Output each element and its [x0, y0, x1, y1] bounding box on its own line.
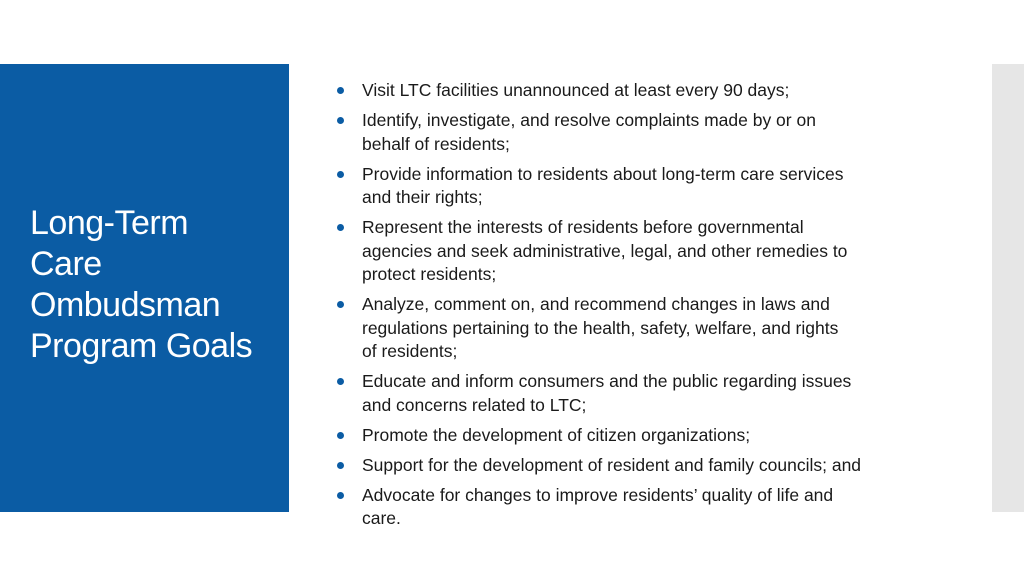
bullet-icon: [337, 492, 344, 499]
goal-text: [362, 79, 952, 103]
goals-list: [362, 79, 952, 537]
goal-text-line: regulations pertaining to the health, safety, welfare, and rights: [362, 317, 839, 338]
bullet-icon: [337, 432, 344, 439]
goal-text-line: Identify, investigate, and resolve complaints made by or on: [362, 110, 816, 130]
goal-text-line: and concerns related to LTC;: [362, 394, 587, 415]
goal-text: [362, 424, 952, 448]
goal-item-advocate-changes: [362, 484, 952, 531]
bullet-icon: [337, 224, 344, 231]
goal-item-family-councils: [362, 454, 952, 478]
title-line: Ombudsman: [30, 286, 221, 324]
goal-text-line: Support for the development of resident and family councils; and: [362, 454, 862, 475]
bullet-icon: [337, 301, 344, 308]
slide-title: [30, 203, 280, 367]
goal-item-provide-information: [362, 163, 952, 210]
bullet-icon: [337, 117, 344, 124]
goal-text-line: protect residents;: [362, 264, 497, 284]
goal-text: [362, 109, 952, 156]
goal-text: [362, 216, 952, 287]
goal-item-educate-consumers: [362, 370, 952, 417]
goal-text-line: Visit LTC facilities unannounced at least every 90 days;: [362, 80, 790, 100]
bullet-icon: [337, 378, 344, 385]
goal-item-visit-facilities: [362, 79, 952, 103]
goal-text: [362, 484, 952, 531]
goal-text: [362, 370, 952, 417]
goal-item-resolve-complaints: [362, 109, 952, 156]
goal-text-line: agencies and seek administrative, legal, and other remedies to: [362, 240, 848, 261]
goal-text-line: Analyze, comment on, and recommend changes in laws and: [362, 294, 830, 314]
bullet-icon: [337, 171, 344, 178]
goal-text: [362, 163, 952, 210]
side-decor-bar: [992, 64, 1024, 512]
goal-item-analyze-laws: [362, 293, 952, 364]
title-line: Program Goals: [30, 327, 253, 365]
bullet-icon: [337, 87, 344, 94]
title-line: Care: [30, 245, 102, 283]
goal-item-citizen-organizations: [362, 424, 952, 448]
goal-text-line: and their rights;: [362, 187, 483, 207]
goal-text: [362, 293, 952, 364]
goal-text-line: behalf of residents;: [362, 133, 510, 154]
goal-text-line: Educate and inform consumers and the public regarding issues: [362, 371, 852, 391]
title-line: Long-Term: [30, 204, 189, 242]
goal-text-line: Represent the interests of residents before governmental: [362, 217, 804, 237]
goal-text-line: Provide information to residents about long-term care services: [362, 163, 844, 184]
goal-text-line: care.: [362, 508, 401, 528]
goal-text-line: of residents;: [362, 341, 458, 361]
goal-text-line: Promote the development of citizen organizations;: [362, 424, 751, 445]
goal-text-line: Advocate for changes to improve residents’ quality of life and: [362, 484, 834, 505]
bullet-icon: [337, 462, 344, 469]
goal-text: [362, 454, 952, 478]
goal-item-represent-interests: [362, 216, 952, 287]
